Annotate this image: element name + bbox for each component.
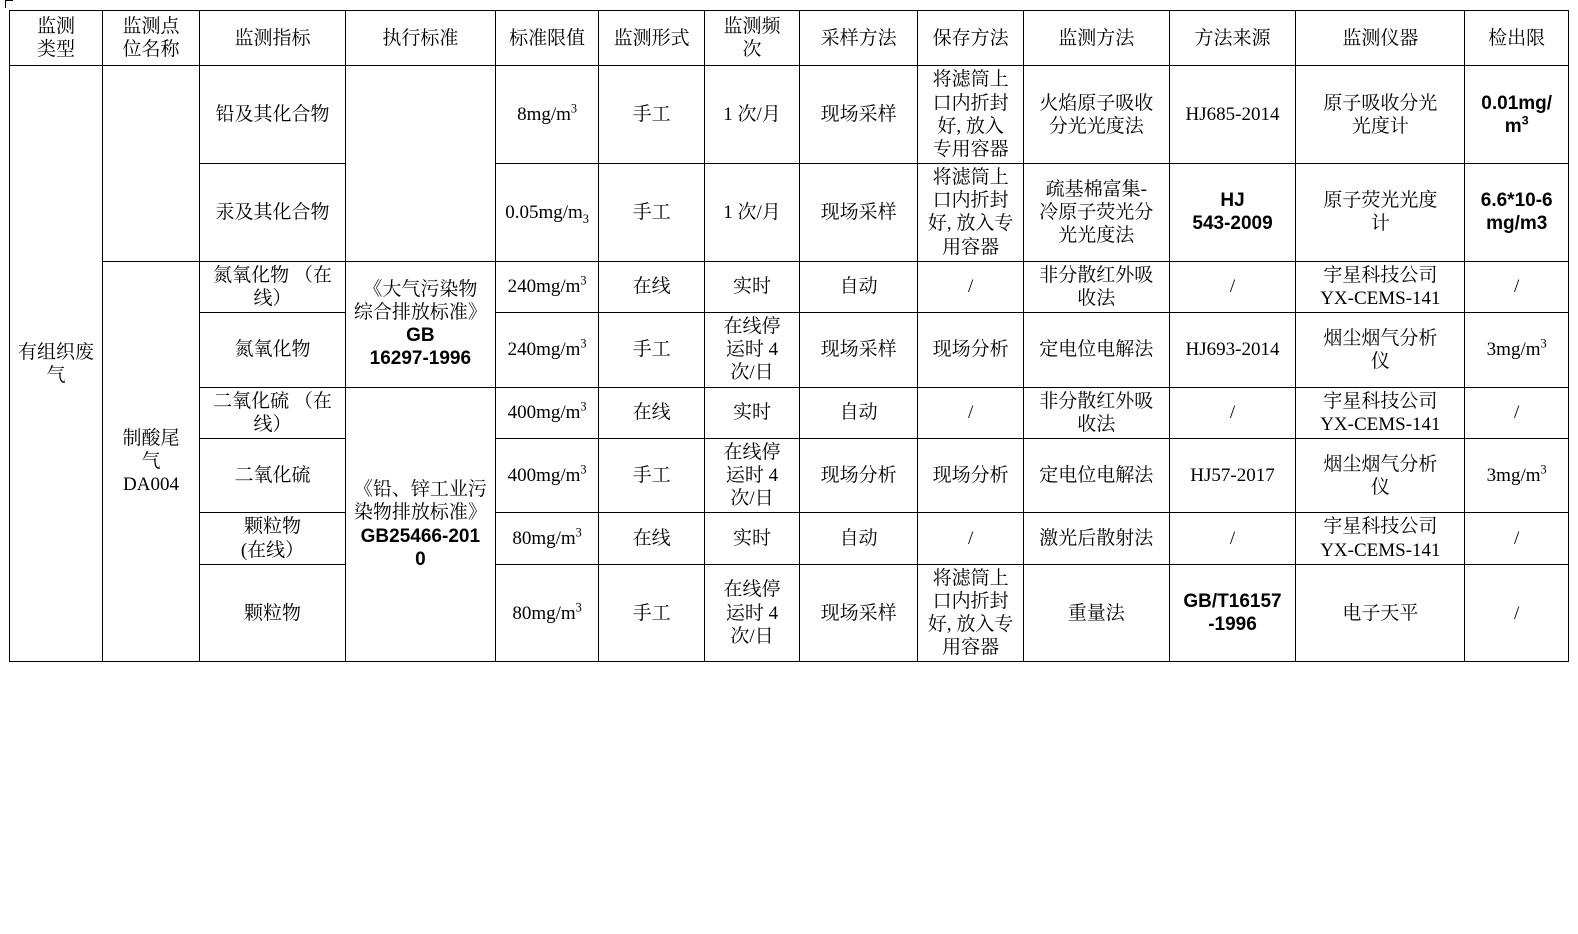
cell-index-line2: (在线） bbox=[240, 539, 305, 561]
col-header-form: 监测形式 bbox=[599, 11, 705, 66]
cell-preserve-line3: 好, 放入专 bbox=[927, 213, 1014, 235]
cell-source: / bbox=[1169, 387, 1296, 438]
cell-sampling: 自动 bbox=[800, 513, 918, 564]
cell-instrument-line2: YX-CEMS-141 bbox=[1320, 413, 1441, 435]
cell-form: 手工 bbox=[599, 313, 705, 388]
cell-form: 在线 bbox=[599, 387, 705, 438]
col-header-source: 方法来源 bbox=[1169, 11, 1296, 66]
cell-frequency bbox=[704, 564, 799, 662]
cell-detection-limit: / bbox=[1465, 564, 1569, 662]
cell-method: 定电位电解法 bbox=[1023, 313, 1169, 388]
cell-method bbox=[1023, 387, 1169, 438]
cell-frequency-line2: 运时 4 bbox=[725, 602, 779, 624]
col-header-frequency-line2: 次 bbox=[742, 39, 762, 61]
monitoring-plan-table bbox=[9, 10, 1569, 662]
cell-sampling: 现场采样 bbox=[800, 313, 918, 388]
cell-sampling: 自动 bbox=[800, 261, 918, 312]
cell-limit: $240mg/m^3$ bbox=[495, 313, 599, 388]
cell-point-name-line2: 气 bbox=[141, 451, 161, 472]
cell-source-line1: HJ bbox=[1220, 190, 1245, 212]
cell-preserve-line3: 好, 放入 bbox=[937, 115, 1004, 137]
cell-frequency: 实时 bbox=[704, 513, 799, 564]
cell-index-line1: 氮氧化物 （在 bbox=[213, 264, 332, 286]
cell-instrument: 电子天平 bbox=[1296, 564, 1465, 662]
cell-method bbox=[1023, 164, 1169, 262]
cell-method-line2: 收法 bbox=[1077, 413, 1116, 435]
cell-index: 铅及其化合物 bbox=[200, 66, 346, 164]
col-header-sampling: 采样方法 bbox=[800, 11, 918, 66]
cell-limit: $80mg/m^3$ bbox=[495, 513, 599, 564]
cell-source-line2: 543-2009 bbox=[1192, 213, 1273, 235]
cell-form: 手工 bbox=[599, 164, 705, 262]
cell-frequency-line1: 在线停 bbox=[723, 316, 781, 338]
cell-standard-line3: GB25466-201 bbox=[360, 525, 481, 547]
cell-standard-line2: 染物排放标准》 bbox=[353, 502, 487, 524]
cell-instrument bbox=[1296, 313, 1465, 388]
cell-instrument-line1: 宇星科技公司 bbox=[1323, 264, 1438, 286]
cell-point-name-line1: 制酸尾 bbox=[122, 427, 180, 449]
cell-index bbox=[200, 261, 346, 312]
col-header-instrument: 监测仪器 bbox=[1296, 11, 1465, 66]
cell-frequency-line2: 运时 4 bbox=[725, 465, 779, 487]
cell-limit: $400mg/m^3$ bbox=[495, 387, 599, 438]
col-header-frequency bbox=[704, 11, 799, 66]
cell-frequency-line3: 次/日 bbox=[730, 625, 774, 647]
cell-source bbox=[1169, 564, 1296, 662]
cell-method-line1: 非分散红外吸 bbox=[1039, 264, 1154, 286]
cell-instrument bbox=[1296, 387, 1465, 438]
cell-sampling: 自动 bbox=[800, 387, 918, 438]
cell-instrument bbox=[1296, 438, 1465, 513]
cell-source: / bbox=[1169, 261, 1296, 312]
cell-preserve-line4: 用容器 bbox=[942, 236, 1000, 258]
cell-index bbox=[200, 513, 346, 564]
cell-preserve-line1: 将滤筒上 bbox=[932, 567, 1009, 589]
cell-form: 手工 bbox=[599, 66, 705, 164]
col-header-monitor-type bbox=[10, 11, 103, 66]
col-header-detection-limit: 检出限 bbox=[1465, 11, 1569, 66]
cell-frequency: 实时 bbox=[704, 387, 799, 438]
col-header-standard: 执行标准 bbox=[345, 11, 495, 66]
cell-sampling: 现场采样 bbox=[800, 564, 918, 662]
crop-mark bbox=[5, 0, 13, 8]
cell-standard-blank bbox=[345, 66, 495, 261]
cell-detect-line1: 0.01mg/ bbox=[1481, 92, 1553, 114]
cell-preserve: 现场分析 bbox=[918, 438, 1024, 513]
cell-source: / bbox=[1169, 513, 1296, 564]
cell-preserve-line4: 用容器 bbox=[942, 637, 1000, 659]
cell-preserve: 现场分析 bbox=[918, 313, 1024, 388]
cell-frequency-line1: 在线停 bbox=[723, 441, 781, 463]
cell-method-line2: 收法 bbox=[1077, 287, 1116, 309]
cell-form: 手工 bbox=[599, 438, 705, 513]
cell-frequency-line2: 运时 4 bbox=[725, 339, 779, 361]
cell-monitor-type-line1: 有组织废 bbox=[17, 341, 94, 363]
cell-sampling: 现场采样 bbox=[800, 164, 918, 262]
cell-standard-line4: 16297-1996 bbox=[369, 348, 472, 370]
cell-instrument-line1: 烟尘烟气分析 bbox=[1323, 327, 1438, 349]
table-row bbox=[10, 438, 1569, 513]
cell-limit: $8mg/m^3$ bbox=[495, 66, 599, 164]
cell-source-line2: -1996 bbox=[1208, 614, 1257, 636]
cell-frequency: 实时 bbox=[704, 261, 799, 312]
cell-preserve-line1: 将滤筒上 bbox=[932, 69, 1009, 91]
cell-detection-limit: / bbox=[1465, 261, 1569, 312]
cell-preserve-line2: 口内折封 bbox=[932, 590, 1009, 612]
cell-source bbox=[1169, 164, 1296, 262]
cell-index: 二氧化硫 bbox=[200, 438, 346, 513]
cell-method-line3: 光光度法 bbox=[1058, 224, 1135, 246]
cell-source-line1: GB/T16157 bbox=[1183, 590, 1282, 612]
cell-index: 颗粒物 bbox=[200, 564, 346, 662]
cell-index-line1: 颗粒物 bbox=[243, 516, 301, 538]
cell-detection-limit: $3mg/m^3$ bbox=[1465, 438, 1569, 513]
cell-index-line1: 二氧化硫 （在 bbox=[213, 390, 332, 412]
cell-detection-limit bbox=[1465, 164, 1569, 262]
col-header-index: 监测指标 bbox=[200, 11, 346, 66]
cell-instrument bbox=[1296, 513, 1465, 564]
cell-method: 重量法 bbox=[1023, 564, 1169, 662]
cell-index bbox=[200, 387, 346, 438]
cell-preserve-line3: 好, 放入专 bbox=[927, 614, 1014, 636]
cell-monitor-type-line2: 气 bbox=[46, 364, 66, 386]
cell-instrument-line2: YX-CEMS-141 bbox=[1320, 287, 1441, 309]
cell-standard-line2: 综合排放标准》 bbox=[353, 301, 487, 323]
cell-instrument-line1: 宇星科技公司 bbox=[1323, 516, 1438, 538]
table-header-row bbox=[10, 11, 1569, 66]
cell-standard-air bbox=[345, 261, 495, 387]
cell-sampling: 现场采样 bbox=[800, 66, 918, 164]
cell-instrument-line2: 仪 bbox=[1370, 350, 1390, 372]
cell-instrument-line2: 计 bbox=[1370, 213, 1390, 235]
cell-index: 汞及其化合物 bbox=[200, 164, 346, 262]
cell-source: HJ57-2017 bbox=[1169, 438, 1296, 513]
cell-frequency: 1 次/月 bbox=[704, 164, 799, 262]
cell-detect-line1: 6.6*10-6 bbox=[1480, 190, 1553, 212]
cell-standard-line4: 0 bbox=[415, 548, 426, 570]
table-row bbox=[10, 164, 1569, 262]
cell-instrument-line2: YX-CEMS-141 bbox=[1320, 539, 1441, 561]
cell-detection-limit: / bbox=[1465, 513, 1569, 564]
col-header-monitor-type-line2: 类型 bbox=[36, 39, 75, 61]
cell-instrument bbox=[1296, 164, 1465, 262]
col-header-limit: 标准限值 bbox=[495, 11, 599, 66]
cell-point-name-line3: DA004 bbox=[123, 474, 179, 496]
table-row bbox=[10, 513, 1569, 564]
col-header-point-name-line2: 位名称 bbox=[122, 39, 180, 61]
table-row bbox=[10, 66, 1569, 164]
cell-detection-limit: $3mg/m^3$ bbox=[1465, 313, 1569, 388]
cell-standard-line3: GB bbox=[406, 325, 435, 347]
col-header-point-name-line1: 监测点 bbox=[122, 16, 180, 37]
col-header-monitor-type-line1: 监测 bbox=[36, 16, 75, 37]
cell-detect-line2: mg/m3 bbox=[1486, 213, 1548, 235]
cell-standard-line1: 《铅、锌工业污 bbox=[353, 479, 487, 501]
cell-method-line1: 疏基棉富集- bbox=[1045, 178, 1147, 200]
cell-form: 在线 bbox=[599, 513, 705, 564]
cell-preserve: / bbox=[918, 387, 1024, 438]
cell-method-line2: 冷原子荧光分 bbox=[1039, 201, 1154, 223]
cell-preserve: / bbox=[918, 513, 1024, 564]
cell-index-line2: 线） bbox=[253, 413, 292, 435]
col-header-preserve: 保存方法 bbox=[918, 11, 1024, 66]
cell-preserve-line4: 专用容器 bbox=[932, 138, 1009, 160]
cell-frequency: 1 次/月 bbox=[704, 66, 799, 164]
cell-source: HJ693-2014 bbox=[1169, 313, 1296, 388]
cell-detection-limit bbox=[1465, 66, 1569, 164]
cell-instrument-line1: 宇星科技公司 bbox=[1323, 390, 1438, 412]
cell-limit: $400mg/m^3$ bbox=[495, 438, 599, 513]
cell-method-line1: 火焰原子吸收 bbox=[1039, 92, 1154, 114]
cell-index: 氮氧化物 bbox=[200, 313, 346, 388]
col-header-point-name bbox=[102, 11, 199, 66]
cell-instrument bbox=[1296, 66, 1465, 164]
cell-source: HJ685-2014 bbox=[1169, 66, 1296, 164]
cell-form: 在线 bbox=[599, 261, 705, 312]
cell-preserve bbox=[918, 66, 1024, 164]
table-row bbox=[10, 387, 1569, 438]
cell-frequency-line3: 次/日 bbox=[730, 362, 774, 384]
cell-preserve bbox=[918, 164, 1024, 262]
cell-preserve-line2: 口内折封 bbox=[932, 92, 1009, 114]
cell-method-line2: 分光光度法 bbox=[1048, 115, 1144, 137]
cell-method: 定电位电解法 bbox=[1023, 438, 1169, 513]
cell-preserve-line2: 口内折封 bbox=[932, 190, 1009, 212]
cell-preserve: / bbox=[918, 261, 1024, 312]
cell-instrument-line1: 烟尘烟气分析 bbox=[1323, 453, 1438, 475]
cell-frequency-line3: 次/日 bbox=[730, 488, 774, 510]
cell-standard-line1: 《大气污染物 bbox=[363, 278, 478, 300]
cell-standard-leadzinc bbox=[345, 387, 495, 662]
cell-method bbox=[1023, 66, 1169, 164]
cell-instrument-line1: 原子吸收分光 bbox=[1323, 92, 1438, 114]
cell-frequency bbox=[704, 313, 799, 388]
cell-limit: $240mg/m^3$ bbox=[495, 261, 599, 312]
cell-limit: $80mg/m^3$ bbox=[495, 564, 599, 662]
cell-instrument bbox=[1296, 261, 1465, 312]
table-row bbox=[10, 564, 1569, 662]
cell-method bbox=[1023, 261, 1169, 312]
cell-instrument-line2: 光度计 bbox=[1351, 115, 1409, 137]
cell-limit: $0.05mg/m_3$ bbox=[495, 164, 599, 262]
cell-frequency-line1: 在线停 bbox=[723, 579, 781, 601]
cell-sampling: 现场分析 bbox=[800, 438, 918, 513]
table-row bbox=[10, 313, 1569, 388]
cell-form: 手工 bbox=[599, 564, 705, 662]
cell-method: 激光后散射法 bbox=[1023, 513, 1169, 564]
cell-preserve bbox=[918, 564, 1024, 662]
cell-point-name-blank bbox=[102, 66, 199, 261]
cell-method-line1: 非分散红外吸 bbox=[1039, 390, 1154, 412]
cell-detect-line2: $m^3$ bbox=[1504, 113, 1529, 137]
cell-instrument-line2: 仪 bbox=[1370, 476, 1390, 498]
cell-monitor-type bbox=[10, 66, 103, 662]
cell-index-line2: 线） bbox=[253, 287, 292, 309]
cell-detection-limit: / bbox=[1465, 387, 1569, 438]
cell-instrument-line1: 原子荧光光度 bbox=[1323, 190, 1438, 212]
table-row bbox=[10, 261, 1569, 312]
cell-preserve-line1: 将滤筒上 bbox=[932, 167, 1009, 189]
col-header-frequency-line1: 监测频 bbox=[723, 16, 781, 37]
cell-point-name bbox=[102, 261, 199, 662]
col-header-method: 监测方法 bbox=[1023, 11, 1169, 66]
cell-frequency bbox=[704, 438, 799, 513]
